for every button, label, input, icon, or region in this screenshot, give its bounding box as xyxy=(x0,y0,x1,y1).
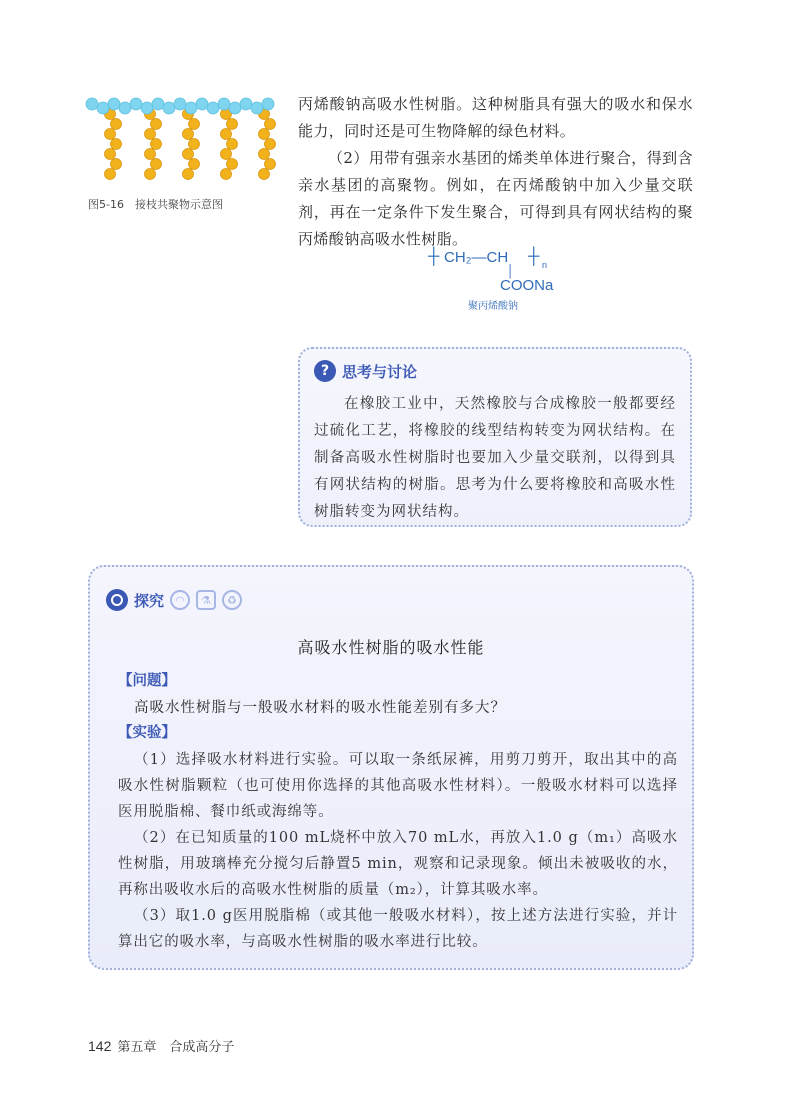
branch-bead xyxy=(151,119,162,130)
backbone-bead xyxy=(185,102,197,114)
paragraph-2 xyxy=(298,145,693,253)
question-text: 高吸水性树脂与一般吸水材料的吸水性能差别有多大？ xyxy=(134,700,506,716)
branch-bead xyxy=(145,129,156,140)
backbone-bead xyxy=(163,102,175,114)
branch-bead xyxy=(189,139,200,150)
branch-bead xyxy=(145,169,156,180)
branch-bead xyxy=(151,159,162,170)
goggles-icon: ◠ xyxy=(170,590,190,610)
branch-bead xyxy=(111,139,122,150)
branch-bead xyxy=(259,169,270,180)
page-number: 142 xyxy=(88,1038,112,1054)
branch-bead xyxy=(105,149,116,160)
backbone-bead xyxy=(130,98,142,110)
branch-bead xyxy=(265,119,276,130)
sodium-polyacrylate-formula xyxy=(428,248,588,314)
branch-bead xyxy=(105,129,116,140)
branch-bead xyxy=(265,159,276,170)
think-discuss-box xyxy=(298,347,692,527)
backbone-bead xyxy=(141,102,153,114)
recycle-icon: ♻ xyxy=(222,590,242,610)
branch-bead xyxy=(221,129,232,140)
paragraph-2-text: （2）用带有强亲水基团的烯类单体进行聚合，得到含亲水基团的高聚物。例如，在丙烯酸钠中加入少量交联剂，再在一定条件下发生聚合，可得到具有网状结构的聚丙烯酸钠高吸水性树脂。 xyxy=(298,149,693,248)
backbone-bead xyxy=(196,98,208,110)
branch-bead xyxy=(227,119,238,130)
backbone-bead xyxy=(108,98,120,110)
chapter-title: 第五章 合成高分子 xyxy=(117,1040,235,1055)
think-discuss-text: 在橡胶工业中，天然橡胶与合成橡胶一般都要经过硫化工艺，将橡胶的线型结构转变为网状结构。在制备高吸水性树脂时也要加入少量交联剂，以得到具有网状结构的树脂。思考为什么要将橡胶和高吸水性树脂转变为网状结构。 xyxy=(314,396,676,520)
branch-bead xyxy=(183,149,194,160)
experiment-step-2: （2）在已知质量的100 mL烧杯中放入70 mL水，再放入1.0 g（m₁）高吸水性树脂，用玻璃棒充分搅匀后静置5 min，观察和记录现象。倾出未被吸收的水，再称出吸收水后的高吸水性树脂的质量（m₂），计算其吸水率。 xyxy=(118,830,678,898)
question-icon: ? xyxy=(314,360,336,382)
formula-bond-line: │ xyxy=(507,264,515,278)
formula-side-group: COONa xyxy=(500,277,554,294)
formula-name: 聚丙烯酸钠 xyxy=(468,301,518,312)
branch-bead xyxy=(189,119,200,130)
formula-bracket-right: ┼ xyxy=(528,248,540,265)
formula-bracket-left: ┼ xyxy=(428,248,440,265)
target-icon xyxy=(106,589,128,611)
branch-bead xyxy=(227,139,238,150)
branch-bead xyxy=(227,159,238,170)
branch-bead xyxy=(221,149,232,160)
page-footer xyxy=(88,1036,234,1055)
explore-heading: 高吸水性树脂的吸水性能 xyxy=(297,638,485,657)
backbone-bead xyxy=(86,98,98,110)
graft-copolymer-figure xyxy=(82,90,282,190)
backbone-bead xyxy=(97,102,109,114)
backbone-bead xyxy=(262,98,274,110)
explore-header xyxy=(106,589,242,611)
experiment-step-3: （3）取1.0 g医用脱脂棉（或其他一般吸水材料），按上述方法进行实验，并计算出它的吸水率，与高吸水性树脂的吸水率进行比较。 xyxy=(118,908,678,950)
explore-box xyxy=(88,565,694,970)
branch-bead xyxy=(183,129,194,140)
experiment-tag: 【实验】 xyxy=(118,725,176,741)
figure-caption: 图5-16 接枝共聚物示意图 xyxy=(88,198,223,211)
backbone-bead xyxy=(229,102,241,114)
paragraph-1: 丙烯酸钠高吸水性树脂。这种树脂具有强大的吸水和保水能力，同时还是可生物降解的绿色材料。 xyxy=(298,95,693,140)
branch-bead xyxy=(259,149,270,160)
backbone-bead xyxy=(119,102,131,114)
branch-bead xyxy=(221,169,232,180)
explore-title: 探究 xyxy=(134,591,165,610)
formula-chain: CH₂—CH xyxy=(444,249,509,266)
backbone-bead xyxy=(174,98,186,110)
branch-bead xyxy=(145,149,156,160)
backbone-bead xyxy=(218,98,230,110)
branch-bead xyxy=(265,139,276,150)
branch-bead xyxy=(111,119,122,130)
think-discuss-title: 思考与讨论 xyxy=(342,362,418,381)
branch-bead xyxy=(111,159,122,170)
branch-bead xyxy=(259,129,270,140)
backbone-bead xyxy=(207,102,219,114)
question-tag: 【问题】 xyxy=(118,673,176,689)
branch-bead xyxy=(189,159,200,170)
formula-subscript: n xyxy=(542,260,548,270)
experiment-step-1: （1）选择吸水材料进行实验。可以取一条纸尿裤，用剪刀剪开，取出其中的高吸水性树脂颗粒（也可使用你选择的其他高吸水性材料）。一般吸水材料可以选择医用脱脂棉、餐巾纸或海绵等。 xyxy=(118,752,678,820)
backbone-bead xyxy=(152,98,164,110)
branch-bead xyxy=(183,169,194,180)
backbone-bead xyxy=(251,102,263,114)
branch-bead xyxy=(151,139,162,150)
flask-icon: ⚗ xyxy=(196,590,216,610)
think-discuss-header xyxy=(314,359,417,383)
backbone-bead xyxy=(240,98,252,110)
branch-bead xyxy=(105,169,116,180)
